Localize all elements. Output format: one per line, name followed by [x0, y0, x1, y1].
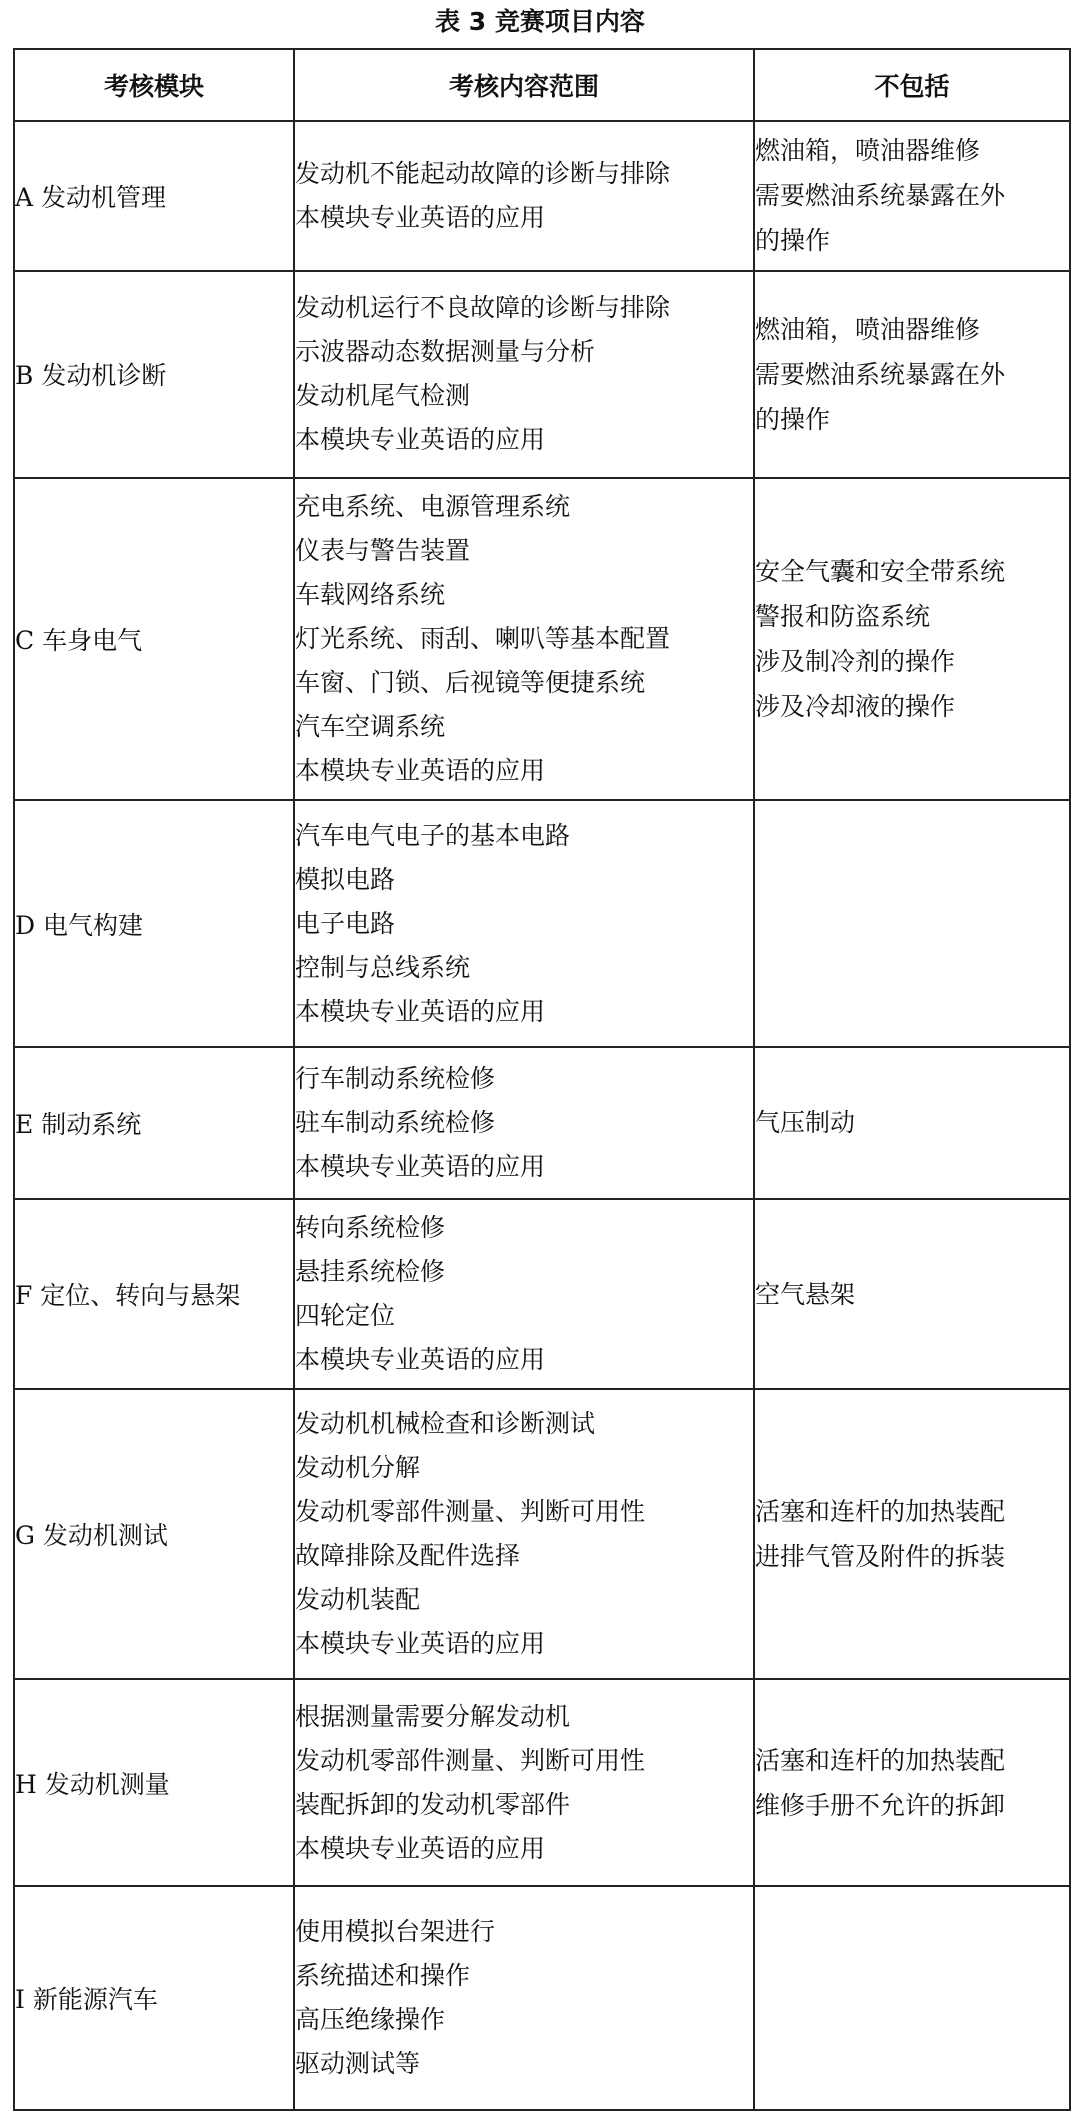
module-cell: G 发动机测试	[14, 1389, 294, 1678]
scope-cell	[294, 1199, 754, 1390]
table-body	[14, 121, 1070, 2110]
scope-item: 发动机运行不良故障的诊断与排除	[295, 293, 671, 323]
scope-item: 本模块专业英语的应用	[295, 1345, 546, 1375]
exclude-cell	[754, 1047, 1070, 1199]
module-cell: I 新能源汽车	[14, 1886, 294, 2110]
table-row	[14, 1389, 1070, 1678]
scope-item: 根据测量需要分解发动机	[295, 1701, 571, 1731]
exclude-item: 需要燃油系统暴露在外	[755, 181, 1006, 211]
scope-item: 发动机装配	[295, 1585, 421, 1615]
scope-item: 发动机尾气检测	[295, 381, 471, 411]
scope-item: 车载网络系统	[295, 580, 446, 610]
exclude-cell	[754, 1389, 1070, 1678]
table-row	[14, 121, 1070, 271]
header-exclude: 不包括	[754, 49, 1070, 121]
exclude-item: 的操作	[755, 226, 831, 256]
scope-item: 故障排除及配件选择	[295, 1541, 521, 1571]
scope-cell	[294, 121, 754, 271]
module-cell: B 发动机诊断	[14, 271, 294, 478]
scope-item: 汽车电气电子的基本电路	[295, 820, 571, 850]
table-caption: 表 3 竞赛项目内容	[435, 7, 645, 36]
exclude-item: 燃油箱，喷油器维修	[755, 136, 981, 166]
module-cell: C 车身电气	[14, 478, 294, 800]
exclude-item: 气压制动	[755, 1108, 856, 1138]
scope-item: 示波器动态数据测量与分析	[295, 337, 596, 367]
module-cell: D 电气构建	[14, 800, 294, 1046]
table-row	[14, 478, 1070, 800]
exclude-item: 需要燃油系统暴露在外	[755, 359, 1006, 389]
scope-cell	[294, 1679, 754, 1886]
exclude-item: 安全气囊和安全带系统	[755, 557, 1006, 587]
scope-item: 发动机零部件测量、判断可用性	[295, 1745, 646, 1775]
exclude-item: 进排气管及附件的拆装	[755, 1542, 1006, 1572]
scope-item: 控制与总线系统	[295, 952, 471, 982]
exclude-item: 燃油箱，喷油器维修	[755, 314, 981, 344]
scope-item: 四轮定位	[295, 1301, 396, 1331]
scope-item: 发动机分解	[295, 1453, 421, 1483]
table-row	[14, 1199, 1070, 1390]
scope-item: 转向系统检修	[295, 1213, 446, 1243]
header-scope: 考核内容范围	[294, 49, 754, 121]
scope-item: 本模块专业英语的应用	[295, 202, 546, 232]
exclude-item: 涉及制冷剂的操作	[755, 647, 956, 677]
scope-item: 本模块专业英语的应用	[295, 756, 546, 786]
exclude-cell	[754, 1199, 1070, 1390]
module-cell: H 发动机测量	[14, 1679, 294, 1886]
module-cell: E 制动系统	[14, 1047, 294, 1199]
scope-item: 发动机零部件测量、判断可用性	[295, 1497, 646, 1527]
scope-item: 发动机机械检查和诊断测试	[295, 1409, 596, 1439]
exclude-item: 空气悬架	[755, 1279, 856, 1309]
table-row	[14, 1047, 1070, 1199]
module-cell: A 发动机管理	[14, 121, 294, 271]
scope-item: 使用模拟台架进行	[295, 1917, 496, 1947]
scope-cell	[294, 800, 754, 1046]
scope-item: 电子电路	[295, 908, 396, 938]
scope-item: 充电系统、电源管理系统	[295, 492, 571, 522]
exclude-cell	[754, 271, 1070, 478]
scope-item: 本模块专业英语的应用	[295, 1151, 546, 1181]
scope-item: 高压绝缘操作	[295, 2005, 446, 2035]
module-cell: F 定位、转向与悬架	[14, 1199, 294, 1390]
scope-item: 本模块专业英语的应用	[295, 425, 546, 455]
exclude-cell	[754, 121, 1070, 271]
scope-item: 驻车制动系统检修	[295, 1107, 496, 1137]
scope-item: 本模块专业英语的应用	[295, 996, 546, 1026]
scope-item: 发动机不能起动故障的诊断与排除	[295, 158, 671, 188]
header-row	[14, 49, 1070, 121]
scope-cell	[294, 1886, 754, 2110]
competition-content-table	[13, 48, 1071, 2111]
exclude-item: 警报和防盗系统	[755, 602, 931, 632]
header-module: 考核模块	[14, 49, 294, 121]
scope-cell	[294, 1389, 754, 1678]
scope-item: 仪表与警告装置	[295, 536, 471, 566]
scope-item: 汽车空调系统	[295, 712, 446, 742]
table-row	[14, 1679, 1070, 1886]
scope-item: 行车制动系统检修	[295, 1063, 496, 1093]
exclude-item: 的操作	[755, 404, 831, 434]
scope-item: 本模块专业英语的应用	[295, 1833, 546, 1863]
scope-item: 装配拆卸的发动机零部件	[295, 1789, 571, 1819]
exclude-item: 涉及冷却液的操作	[755, 692, 956, 722]
scope-item: 本模块专业英语的应用	[295, 1629, 546, 1659]
scope-item: 车窗、门锁、后视镜等便捷系统	[295, 668, 646, 698]
exclude-cell	[754, 1886, 1070, 2110]
scope-item: 系统描述和操作	[295, 1961, 471, 1991]
table-row	[14, 1886, 1070, 2110]
table-row	[14, 271, 1070, 478]
exclude-item: 活塞和连杆的加热装配	[755, 1497, 1006, 1527]
scope-cell	[294, 1047, 754, 1199]
scope-cell	[294, 478, 754, 800]
scope-item: 驱动测试等	[295, 2049, 421, 2079]
scope-item: 悬挂系统检修	[295, 1257, 446, 1287]
exclude-cell	[754, 800, 1070, 1046]
exclude-cell	[754, 1679, 1070, 1886]
exclude-item: 维修手册不允许的拆卸	[755, 1790, 1006, 1820]
table-row	[14, 800, 1070, 1046]
exclude-item: 活塞和连杆的加热装配	[755, 1745, 1006, 1775]
scope-cell	[294, 271, 754, 478]
scope-item: 模拟电路	[295, 864, 396, 894]
exclude-cell	[754, 478, 1070, 800]
scope-item: 灯光系统、雨刮、喇叭等基本配置	[295, 624, 671, 654]
